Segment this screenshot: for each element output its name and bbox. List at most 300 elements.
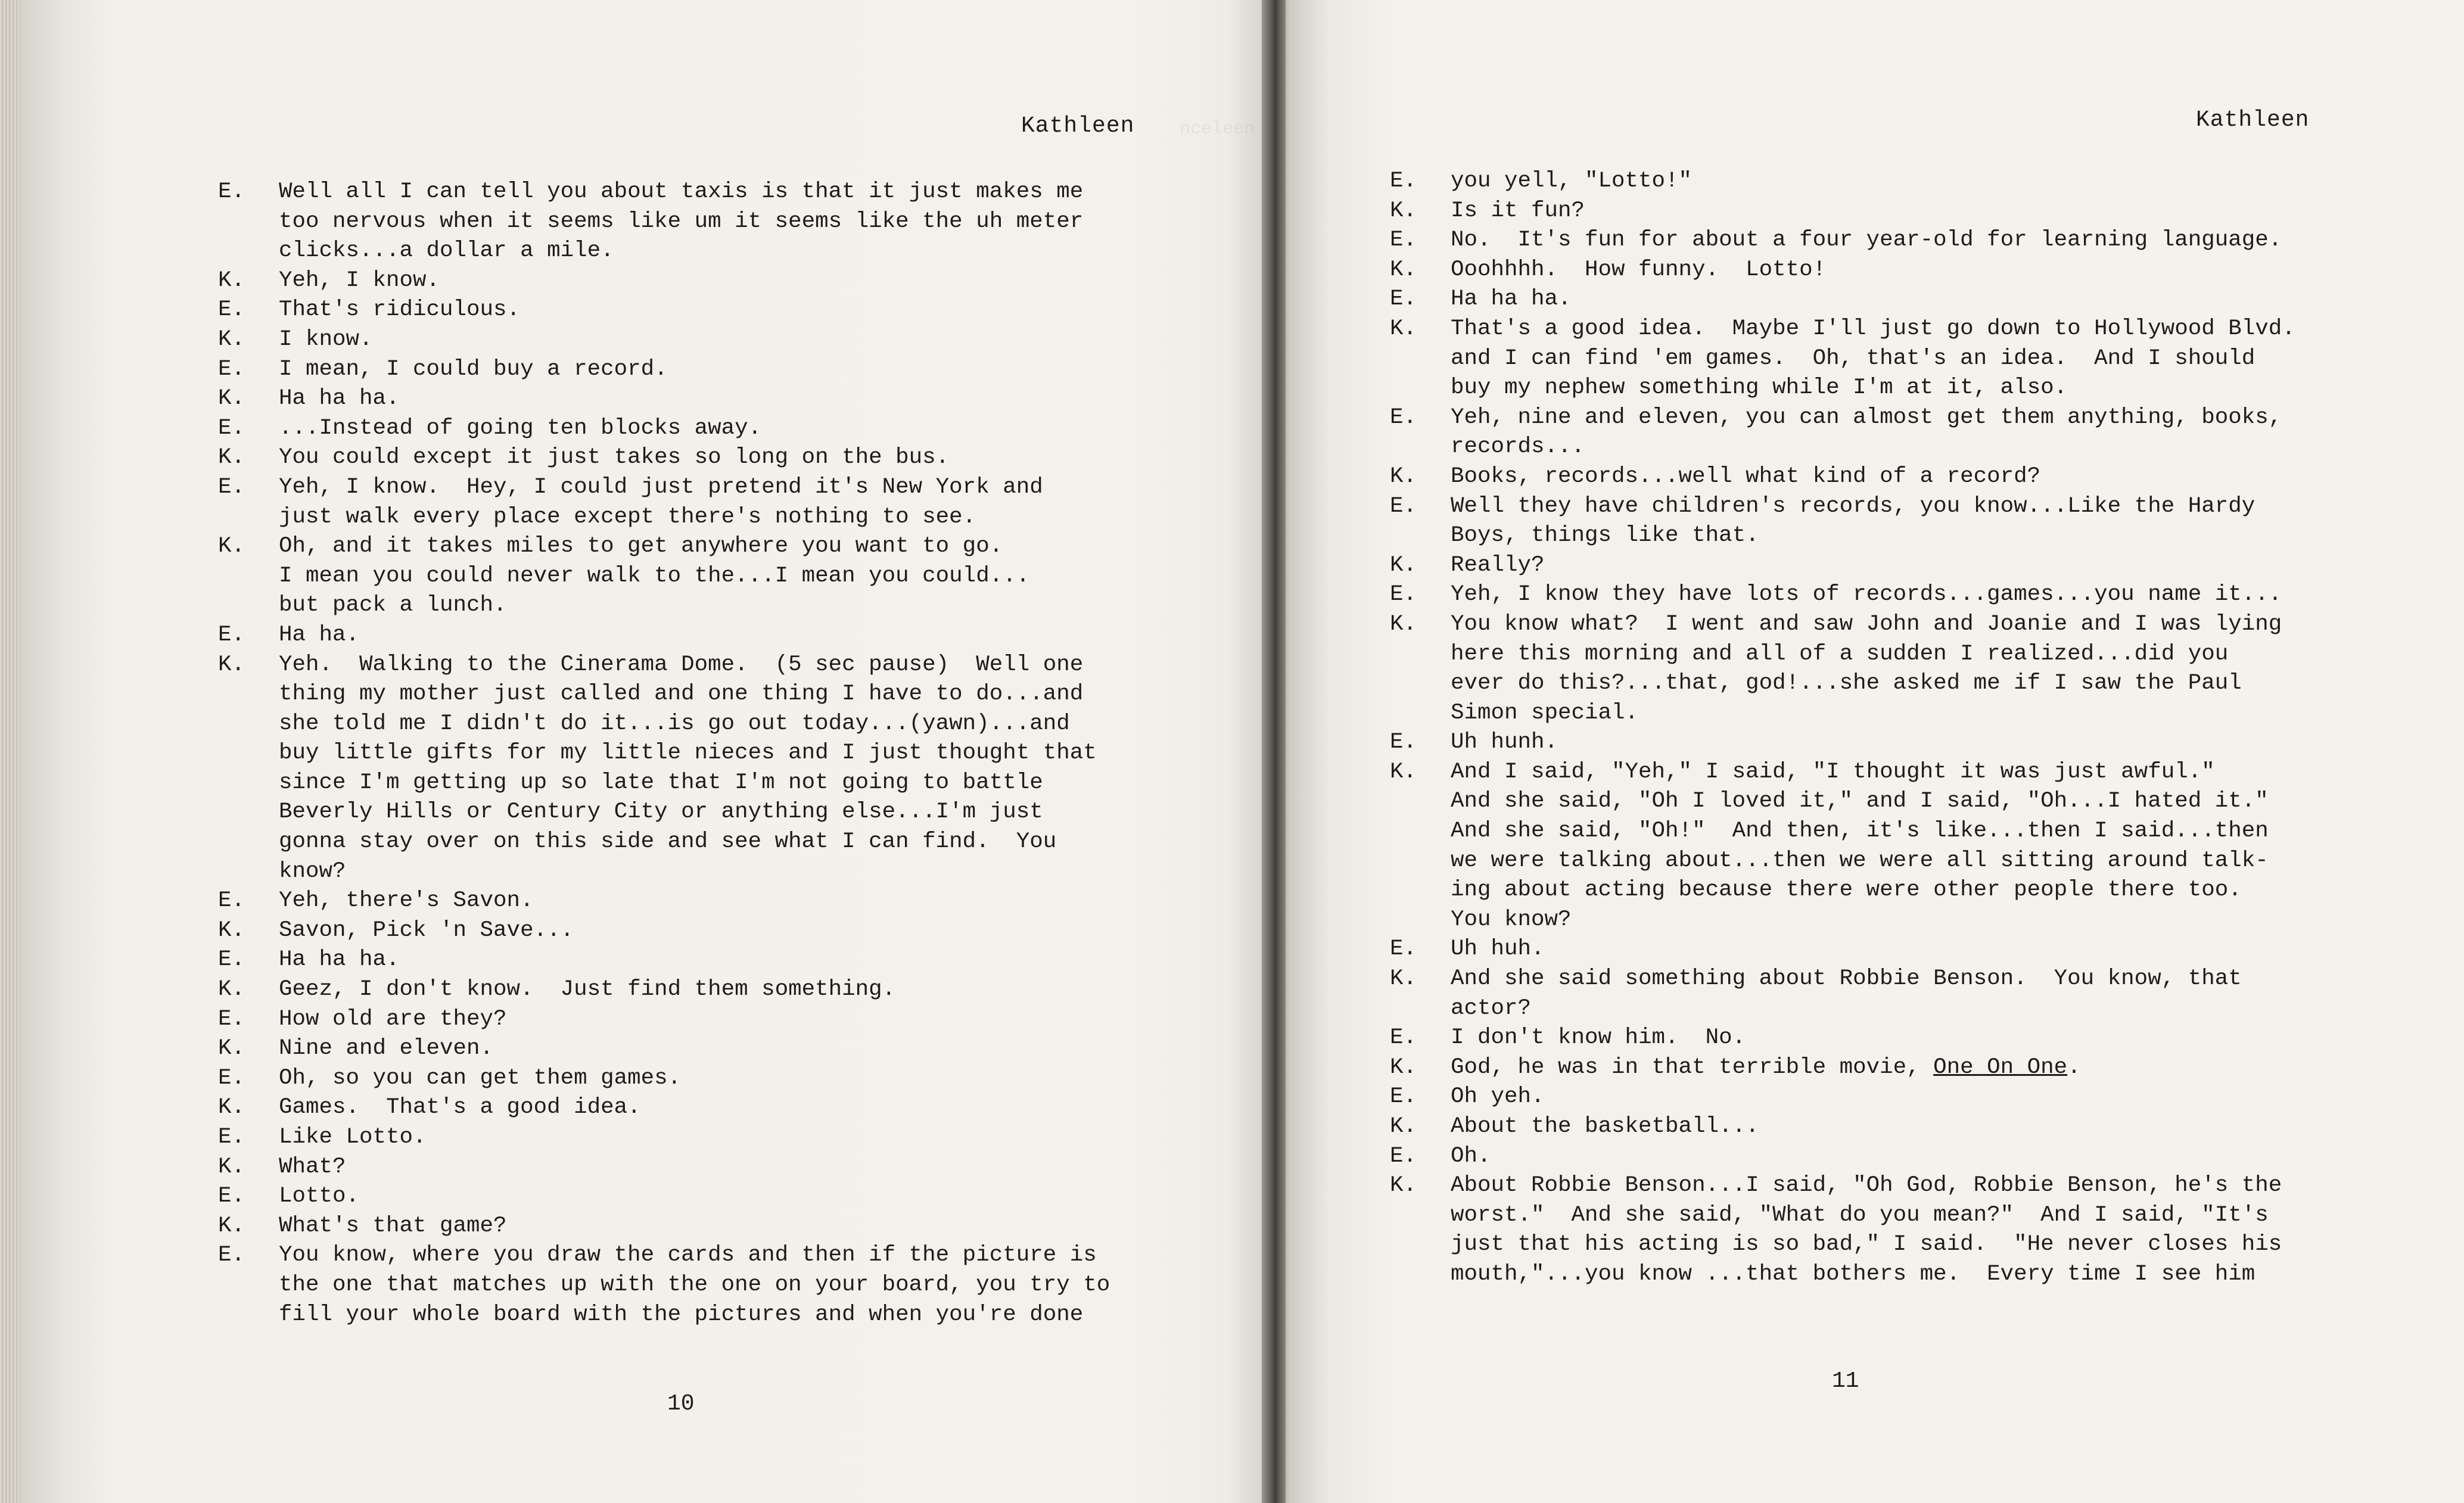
line-text-segment: buy little gifts for my little nieces and I just thought that [279, 740, 1097, 766]
bleed-through-text: nceleen [1180, 119, 1255, 139]
line-text [279, 621, 1110, 651]
line-text-segment: we were talking about...then we were all sitting around talk- [1451, 848, 2269, 873]
transcript-line [218, 178, 1110, 207]
speaker-label [218, 237, 279, 266]
transcript-line [218, 1034, 1110, 1064]
transcript-line [218, 1271, 1110, 1300]
speaker-label: E. [1390, 582, 1417, 608]
transcript-line [1390, 256, 2295, 285]
running-header: Kathleen [1021, 113, 1135, 139]
line-text [279, 1182, 1110, 1212]
line-text-segment: Beverly Hills or Century City or anything else...I'm just [279, 799, 1043, 825]
transcript-line [218, 384, 1110, 414]
line-text [1451, 728, 2295, 758]
line-text [279, 1093, 1110, 1123]
line-text [279, 562, 1110, 592]
line-text [279, 532, 1110, 562]
line-text [279, 178, 1110, 207]
line-text-segment: And she said, "Oh!" And then, it's like...then I said...then [1451, 819, 2269, 844]
transcript-line [1390, 580, 2295, 610]
line-text [279, 443, 1110, 473]
transcript-line [1390, 935, 2295, 964]
transcript-line [218, 325, 1110, 355]
speaker-label [218, 1271, 279, 1300]
speaker-label [218, 1300, 279, 1330]
line-text-segment: worst." And she said, "What do you mean?" And I said, "It's [1451, 1202, 2269, 1228]
line-text [1451, 197, 2295, 226]
transcript-line [218, 473, 1110, 503]
speaker-label [218, 857, 279, 887]
speaker-label [218, 591, 279, 621]
speaker-label: E. [218, 474, 245, 500]
line-text-segment: You know what? I went and saw John and Joanie and I was lying [1451, 611, 2282, 637]
line-text-segment: Yeh, I know they have lots of records...games...you name it... [1451, 582, 2282, 608]
line-text [1451, 610, 2295, 640]
line-text-segment: Really? [1451, 552, 1545, 578]
speaker-label [1390, 787, 1451, 817]
transcript-line [1390, 551, 2295, 581]
transcript-line [1390, 1142, 2295, 1172]
transcript-line [218, 562, 1110, 592]
line-text-segment: And I said, "Yeh," I said, "I thought it was just awful." [1451, 759, 2215, 785]
speaker-label [218, 827, 279, 857]
speaker-label: K. [1390, 463, 1417, 489]
right-page [1275, 0, 2464, 1503]
line-text [1451, 699, 2295, 729]
line-text [279, 355, 1110, 385]
line-text [279, 1064, 1110, 1094]
speaker-label: K. [1390, 1054, 1417, 1080]
line-text [279, 1034, 1110, 1064]
line-text-segment: Books, records...well what kind of a record? [1451, 463, 2041, 489]
line-text [1451, 403, 2295, 433]
line-text-segment: Ha ha ha. [279, 386, 400, 412]
line-text [1451, 1082, 2295, 1112]
transcript-line [1390, 285, 2295, 315]
line-text [1451, 669, 2295, 699]
line-text-segment: Games. That's a good idea. [279, 1095, 641, 1121]
transcript-line [1390, 1260, 2295, 1290]
transcript-line [1390, 817, 2295, 847]
line-text-segment: How old are they? [279, 1006, 507, 1032]
speaker-label: K. [218, 386, 245, 412]
speaker-label: E. [218, 1125, 245, 1150]
line-text [1451, 167, 2295, 197]
line-text-segment: fill your whole board with the pictures and when you're done [279, 1302, 1084, 1327]
speaker-label: K. [1390, 611, 1417, 637]
line-text [1451, 787, 2295, 817]
transcript-line [218, 798, 1110, 827]
line-text-segment: Lotto. [279, 1184, 360, 1209]
transcript-line [218, 1212, 1110, 1241]
speaker-label [1390, 876, 1451, 905]
line-text-segment: Oh. [1451, 1143, 1491, 1169]
transcript-line [218, 651, 1110, 680]
line-text [1451, 964, 2295, 994]
line-text-segment: Nine and eleven. [279, 1036, 494, 1062]
transcript-line [1390, 994, 2295, 1024]
line-text [1451, 1053, 2295, 1083]
speaker-label: K. [1390, 257, 1417, 282]
line-text [279, 591, 1110, 621]
speaker-label: E. [218, 297, 245, 323]
line-text [1451, 935, 2295, 964]
speaker-label [218, 798, 279, 827]
line-text [279, 857, 1110, 887]
speaker-label [1390, 905, 1451, 935]
speaker-label: E. [1390, 404, 1417, 430]
line-text [279, 1005, 1110, 1035]
line-text-segment: God, he was in that terrible movie, [1451, 1054, 1934, 1080]
line-text [1451, 432, 2295, 462]
page-number: 10 [667, 1391, 695, 1417]
line-text [1451, 1142, 2295, 1172]
transcript-line [1390, 876, 2295, 905]
line-text [1451, 1023, 2295, 1053]
line-text [279, 680, 1110, 710]
line-text-segment: Is it fun? [1451, 198, 1585, 223]
line-text [279, 237, 1110, 266]
transcript-line [218, 945, 1110, 975]
line-text-segment: Yeh, nine and eleven, you can almost get them anything, books, [1451, 404, 2282, 430]
line-text-segment: clicks...a dollar a mile. [279, 238, 614, 264]
line-text-segment: You know? [1451, 907, 1572, 932]
underlined-title: One On One [1933, 1054, 2068, 1080]
line-text-segment: gonna stay over on this side and see what I can find. You [279, 829, 1057, 855]
line-text [1451, 285, 2295, 315]
line-text-segment: Yeh, I know. [279, 267, 440, 293]
line-text-segment: Oh, and it takes miles to get anywhere you want to go. [279, 534, 1003, 559]
page-number: 11 [1832, 1368, 1859, 1394]
speaker-label: K. [218, 1095, 245, 1121]
transcript-line [1390, 1171, 2295, 1201]
line-text [279, 503, 1110, 533]
line-text-segment: Ooohhhh. How funny. Lotto! [1451, 257, 1827, 282]
line-text [279, 473, 1110, 503]
line-text-segment: That's ridiculous. [279, 297, 521, 323]
line-text [1451, 492, 2295, 522]
speaker-label: K. [218, 326, 245, 352]
transcript-line [218, 1093, 1110, 1123]
speaker-label [1390, 344, 1451, 374]
speaker-label [218, 739, 279, 768]
line-text [1451, 1230, 2295, 1260]
transcript-line [1390, 1082, 2295, 1112]
transcript-line [1390, 492, 2295, 522]
line-text [1451, 551, 2295, 581]
speaker-label: K. [218, 534, 245, 559]
line-text [279, 266, 1110, 296]
transcript-line [1390, 432, 2295, 462]
transcript-line [1390, 374, 2295, 403]
speaker-label: K. [1390, 552, 1417, 578]
line-text-segment: records... [1451, 434, 1585, 460]
speaker-label: E. [218, 415, 245, 441]
line-text [279, 1123, 1110, 1153]
speaker-label [1390, 1260, 1451, 1290]
speaker-label: E. [1390, 228, 1417, 253]
line-text-segment: Oh, so you can get them games. [279, 1065, 682, 1091]
speaker-label: K. [218, 917, 245, 943]
transcript-line [1390, 905, 2295, 935]
line-text-segment: . [2067, 1054, 2081, 1080]
line-text [1451, 876, 2295, 905]
line-text-segment: You know, where you draw the cards and then if the picture is [279, 1243, 1097, 1268]
speaker-label: E. [1390, 730, 1417, 755]
speaker-label [1390, 669, 1451, 699]
transcript-line [218, 295, 1110, 325]
speaker-label [218, 768, 279, 798]
line-text [1451, 521, 2295, 551]
line-text-segment: know? [279, 858, 346, 884]
transcript-line [218, 591, 1110, 621]
line-text [279, 325, 1110, 355]
speaker-label [1390, 432, 1451, 462]
line-text-segment: And she said something about Robbie Benson. You know, that [1451, 966, 2242, 992]
speaker-label [1390, 374, 1451, 403]
speaker-label [1390, 1230, 1451, 1260]
line-text [279, 1300, 1110, 1330]
line-text [1451, 1171, 2295, 1201]
line-text-segment: Boys, things like that. [1451, 523, 1759, 549]
line-text [1451, 344, 2295, 374]
speaker-label: E. [218, 1184, 245, 1209]
speaker-label: E. [218, 1243, 245, 1268]
transcript-line [218, 710, 1110, 739]
transcript-line [218, 680, 1110, 710]
line-text-segment: I don't know him. No. [1451, 1025, 1746, 1051]
line-text [1451, 1201, 2295, 1231]
line-text-segment: Like Lotto. [279, 1125, 427, 1150]
line-text-segment: here this morning and all of a sudden I realized...did you [1451, 641, 2229, 667]
speaker-label: K. [218, 977, 245, 1003]
speaker-label: E. [218, 947, 245, 973]
line-text [279, 710, 1110, 739]
line-text [1451, 315, 2295, 344]
transcript-line [218, 355, 1110, 385]
transcript-line [218, 1064, 1110, 1094]
speaker-label: K. [218, 445, 245, 471]
speaker-label [1390, 1201, 1451, 1231]
line-text [279, 1271, 1110, 1300]
speaker-label: K. [1390, 966, 1417, 992]
line-text-segment: Oh yeh. [1451, 1084, 1545, 1110]
line-text-segment: ing about acting because there were other people there too. [1451, 877, 2242, 903]
line-text-segment: mouth,"...you know ...that bothers me. Every time I see him [1451, 1261, 2255, 1287]
line-text-segment: the one that matches up with the one on your board, you try to [279, 1272, 1110, 1297]
transcript-line [218, 916, 1110, 946]
line-text-segment: but pack a lunch. [279, 593, 507, 618]
transcript-line [1390, 1112, 2295, 1142]
line-text [279, 384, 1110, 414]
line-text-segment: Geez, I don't know. Just find them something. [279, 977, 896, 1003]
speaker-label [1390, 847, 1451, 876]
line-text-segment: No. It's fun for about a four year-old for learning language. [1451, 228, 2282, 253]
transcript-line [218, 1005, 1110, 1035]
line-text-segment: You could except it just takes so long on the bus. [279, 445, 950, 471]
line-text-segment: too nervous when it seems like um it seems like the uh meter [279, 209, 1084, 234]
speaker-label: E. [218, 356, 245, 382]
transcript-line [218, 237, 1110, 266]
line-text [1451, 640, 2295, 670]
transcript-line [218, 621, 1110, 651]
line-text-segment: Simon special. [1451, 700, 1639, 726]
speaker-label: K. [218, 1154, 245, 1180]
line-text-segment: Yeh, I know. Hey, I could just pretend it's New York and [279, 474, 1043, 500]
speaker-label: K. [1390, 759, 1417, 785]
speaker-label: E. [1390, 169, 1417, 194]
book-gutter [1262, 0, 1286, 1503]
speaker-label: E. [1390, 1025, 1417, 1051]
transcript-line [1390, 699, 2295, 729]
speaker-label: E. [1390, 493, 1417, 519]
speaker-label: E. [218, 1065, 245, 1091]
line-text [1451, 256, 2295, 285]
line-text-segment: I know. [279, 326, 373, 352]
transcript-body [1390, 167, 2295, 1290]
speaker-label [218, 562, 279, 592]
line-text-segment: I mean you could never walk to the...I mean you could... [279, 563, 1030, 589]
transcript-line [1390, 1053, 2295, 1083]
line-text-segment: Yeh, there's Savon. [279, 888, 534, 914]
transcript-line [218, 443, 1110, 473]
speaker-label: E. [1390, 1084, 1417, 1110]
line-text [1451, 226, 2295, 256]
line-text-segment: just walk every place except there's nothing to see. [279, 504, 976, 530]
line-text-segment: Ha ha ha. [279, 947, 400, 973]
speaker-label: K. [218, 1213, 245, 1239]
line-text [279, 798, 1110, 827]
line-text [1451, 847, 2295, 876]
line-text-segment: I mean, I could buy a record. [279, 356, 668, 382]
speaker-label [1390, 521, 1451, 551]
transcript-line [1390, 669, 2295, 699]
speaker-label [218, 207, 279, 237]
transcript-line [1390, 167, 2295, 197]
line-text [279, 1212, 1110, 1241]
line-text-segment: What's that game? [279, 1213, 507, 1239]
transcript-line [218, 1241, 1110, 1271]
line-text [279, 827, 1110, 857]
line-text [279, 916, 1110, 946]
line-text [279, 768, 1110, 798]
transcript-line [218, 1153, 1110, 1183]
transcript-line [1390, 728, 2295, 758]
transcript-line [218, 1123, 1110, 1153]
transcript-line [218, 503, 1110, 533]
speaker-label: E. [218, 1006, 245, 1032]
transcript-line [1390, 787, 2295, 817]
transcript-line [218, 266, 1110, 296]
line-text-segment: And she said, "Oh I loved it," and I said, "Oh...I hated it." [1451, 789, 2269, 814]
line-text [1451, 817, 2295, 847]
speaker-label [1390, 640, 1451, 670]
transcript-line [218, 1300, 1110, 1330]
line-text-segment: What? [279, 1154, 346, 1180]
line-text-segment: buy my nephew something while I'm at it, also. [1451, 375, 2068, 401]
line-text-segment: That's a good idea. Maybe I'll just go down to Hollywood Blvd. [1451, 316, 2295, 341]
speaker-label [218, 710, 279, 739]
speaker-label: K. [218, 652, 245, 677]
speaker-label: K. [1390, 1173, 1417, 1199]
transcript-line [1390, 226, 2295, 256]
transcript-line [1390, 1230, 2295, 1260]
speaker-label: E. [1390, 287, 1417, 312]
transcript-line [218, 857, 1110, 887]
transcript-line [1390, 964, 2295, 994]
transcript-line [1390, 1023, 2295, 1053]
speaker-label: K. [1390, 316, 1417, 341]
transcript-line [1390, 610, 2295, 640]
line-text-segment: ...Instead of going ten blocks away. [279, 415, 762, 441]
line-text [1451, 994, 2295, 1024]
transcript-line [1390, 315, 2295, 344]
line-text [1451, 462, 2295, 492]
running-header: Kathleen [2196, 107, 2310, 133]
speaker-label [1390, 699, 1451, 729]
transcript-line [1390, 640, 2295, 670]
line-text [279, 945, 1110, 975]
line-text-segment: ever do this?...that, god!...she asked me if I saw the Paul [1451, 671, 2242, 696]
line-text-segment: Ha ha ha. [1451, 287, 1572, 312]
speaker-label [1390, 817, 1451, 847]
speaker-label [218, 503, 279, 533]
line-text [279, 1153, 1110, 1183]
line-text-segment: and I can find 'em games. Oh, that's an idea. And I should [1451, 346, 2255, 371]
line-text-segment: Well they have children's records, you know...Like the Hardy [1451, 493, 2255, 519]
line-text [1451, 374, 2295, 403]
speaker-label: E. [1390, 936, 1417, 962]
transcript-line [218, 768, 1110, 798]
line-text-segment: About Robbie Benson...I said, "Oh God, Robbie Benson, he's the [1451, 1173, 2282, 1199]
speaker-label [1390, 994, 1451, 1024]
transcript-line [1390, 197, 2295, 226]
speaker-label: E. [1390, 1143, 1417, 1169]
transcript-line [218, 414, 1110, 444]
line-text [1451, 905, 2295, 935]
line-text [1451, 1112, 2295, 1142]
page-stack-edge [0, 0, 20, 1503]
line-text [279, 414, 1110, 444]
transcript-line [1390, 1201, 2295, 1231]
line-text-segment: Uh huh. [1451, 936, 1545, 962]
speaker-label: K. [1390, 1114, 1417, 1139]
line-text-segment: since I'm getting up so late that I'm not going to battle [279, 770, 1043, 795]
line-text [279, 886, 1110, 916]
line-text [1451, 1260, 2295, 1290]
line-text [279, 739, 1110, 768]
line-text-segment: thing my mother just called and one thing I have to do...and [279, 682, 1084, 707]
line-text-segment: you yell, "Lotto!" [1451, 169, 1693, 194]
speaker-label: K. [1390, 198, 1417, 223]
line-text [1451, 758, 2295, 788]
line-text [1451, 580, 2295, 610]
line-text [279, 207, 1110, 237]
transcript-line [1390, 403, 2295, 433]
line-text [279, 975, 1110, 1005]
line-text [279, 295, 1110, 325]
speaker-label: K. [218, 1036, 245, 1062]
transcript-line [218, 532, 1110, 562]
transcript-body [218, 178, 1110, 1330]
line-text-segment: Savon, Pick 'n Save... [279, 917, 574, 943]
transcript-line [1390, 344, 2295, 374]
transcript-line [218, 886, 1110, 916]
transcript-line [1390, 758, 2295, 788]
transcript-line [218, 975, 1110, 1005]
transcript-line [1390, 462, 2295, 492]
speaker-label: E. [218, 622, 245, 648]
